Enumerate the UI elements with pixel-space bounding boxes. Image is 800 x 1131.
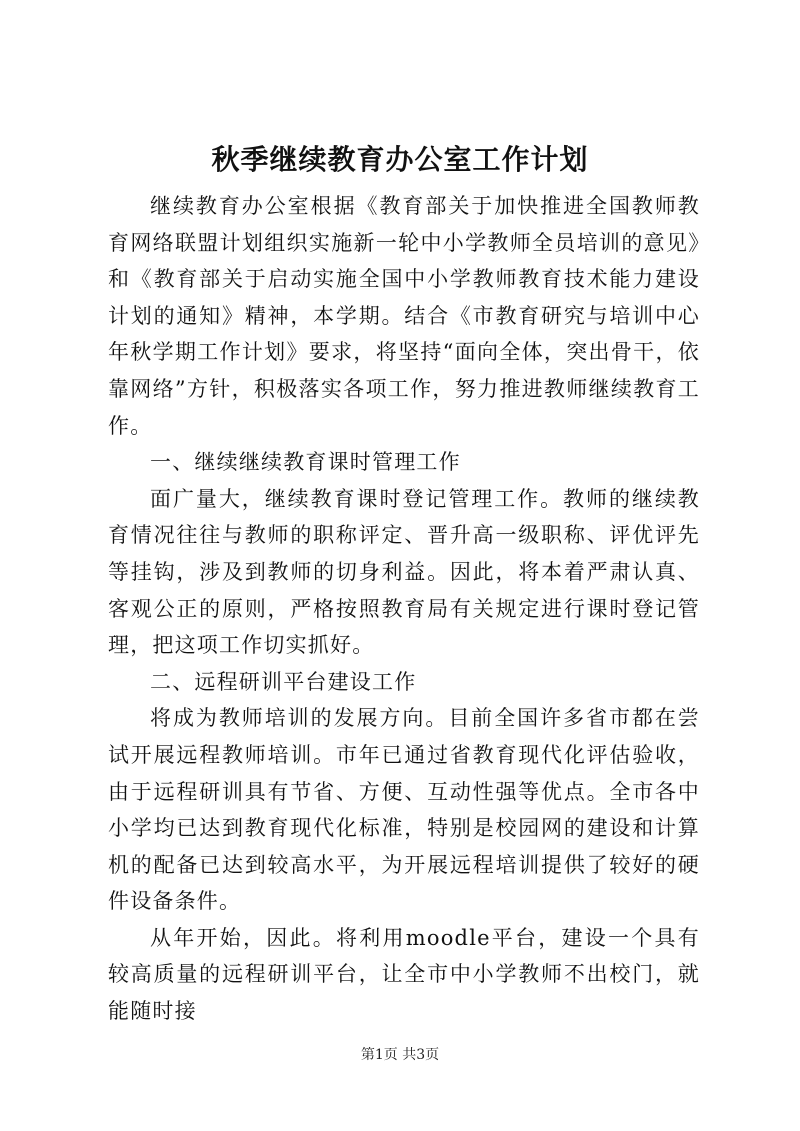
intro-paragraph: 继续教育办公室根据《教育部关于加快推进全国教师教育网络联盟计划组织实施新一轮中小学教师全员培训的意见》和《教育部关于启动实施全国中小学教师教育技术能力建设计划的通知》精神，本学期。结合《市教育研究与培训中心年秋学期工作计划》要求，将坚持“面向全体，突出骨干，依靠网络”方针，积极落实各项工作，努力推进教师继续教育工作。 [108,194,700,438]
section-heading-2: 二、远程研训平台建设工作 [150,669,417,694]
section-2-paragraph-2: 从年开始，因此。将利用moodle平台，建设一个具有较高质量的远程研训平台，让全市中小学教师不出校门，就能随时接 [108,925,700,1024]
document-body [108,188,700,1030]
section-1-paragraph: 面广量大，继续教育课时登记管理工作。教师的继续教育情况往往与教师的职称评定、晋升高一级职称、评优评先等挂钩，涉及到教师的切身利益。因此，将本着严肃认真、客观公正的原则，严格按照教育局有关规定进行课时登记管理，把这项工作切实抓好。 [108,486,700,658]
document-title: 秋季继续教育办公室工作计划 [211,143,589,176]
section-2-paragraph-1: 将成为教师培训的发展方向。目前全国许多省市都在尝试开展远程教师培训。市年已通过省教育现代化评估验收，由于远程研训具有节省、方便、互动性强等优点。全市各中小学均已达到教育现代化标准，特别是校园网的建设和计算机的配备已达到较高水平，为开展远程培训提供了较好的硬件设备条件。 [108,706,700,914]
section-heading-1: 一、继续继续教育课时管理工作 [150,450,461,475]
page-footer: 第1页 共3页 [360,1047,440,1063]
